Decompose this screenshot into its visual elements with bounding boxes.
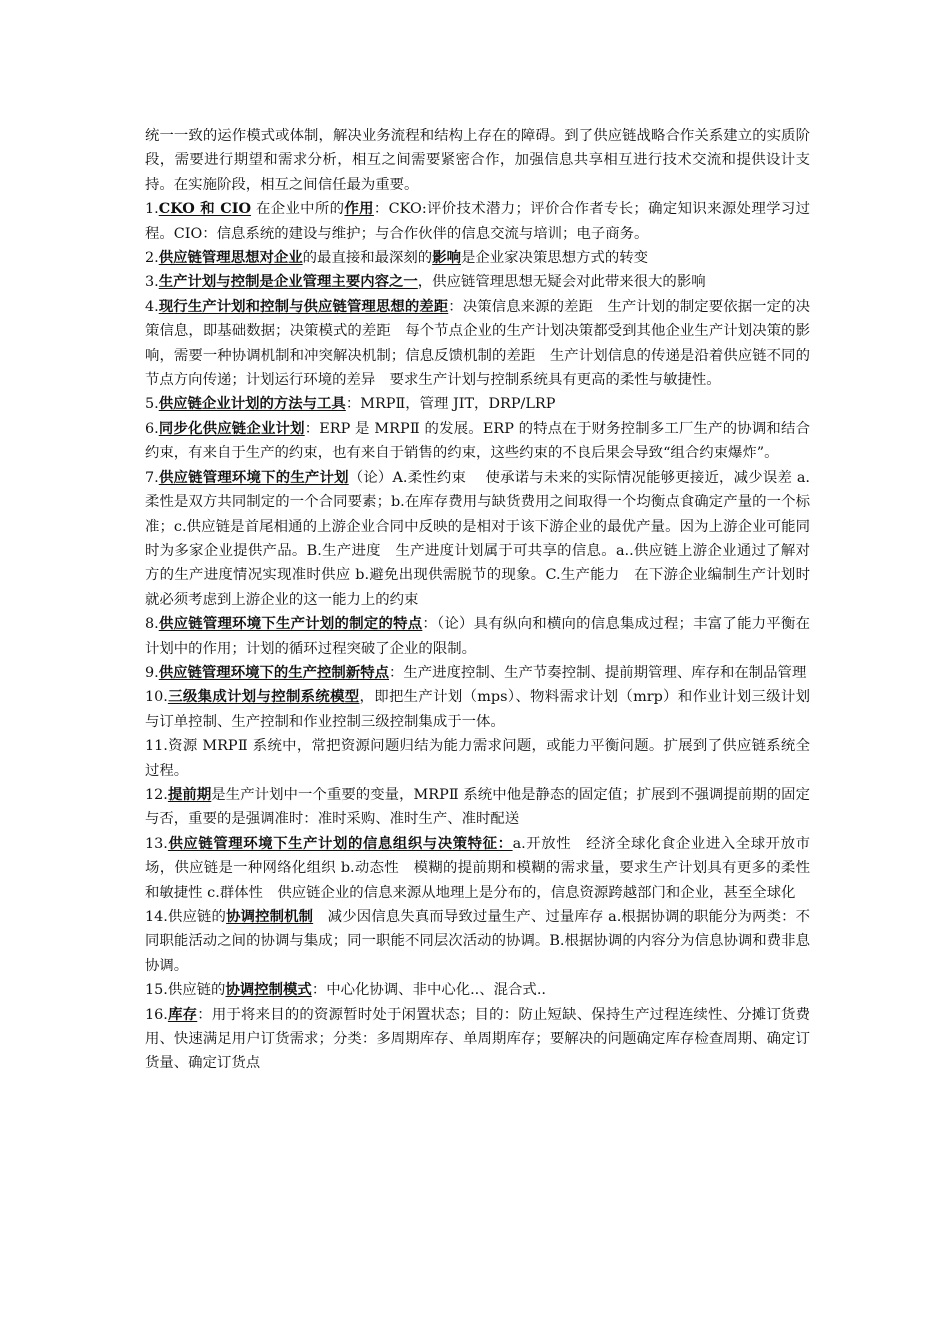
heading-keyword: 三级集成计划与控制系统模型 bbox=[167, 688, 360, 706]
paragraph-14 bbox=[145, 905, 810, 978]
paragraph-text: ：ERP 是 MRPⅡ 的发展。ERP 的特点在于财务控制多工厂生产的协调和结合约束，有来自于生产的约束，也有来自于销售的约束，这些约束的不良后果会导致“组合约束爆炸”。 bbox=[145, 420, 810, 462]
paragraph-text: 在企业中所的 bbox=[251, 201, 345, 218]
paragraph-7 bbox=[145, 466, 810, 612]
paragraph-3 bbox=[145, 270, 810, 294]
paragraph-text: ：MRPⅡ，管理 JIT，DRP/LRP bbox=[345, 396, 556, 413]
paragraph-text: 8. bbox=[145, 616, 159, 633]
paragraph-9 bbox=[145, 661, 810, 685]
paragraph-text: 3. bbox=[145, 274, 159, 291]
heading-keyword: 现行生产计划和控制与供应链管理思想的差距 bbox=[158, 297, 449, 315]
heading-keyword: 协调控制模式 bbox=[225, 981, 312, 999]
paragraph-text: 5. bbox=[145, 396, 159, 413]
heading-keyword: CKO 和 CIO bbox=[158, 200, 252, 218]
paragraph-text: ：（论）具有纵向和横向的信息集成过程；丰富了能力平衡在计划中的作用；计划的循环过程突破了企业的限制。 bbox=[145, 616, 810, 657]
paragraph-text: 10. bbox=[145, 689, 168, 706]
paragraph-2 bbox=[145, 246, 810, 270]
paragraph-text: 4. bbox=[145, 298, 159, 315]
paragraph-text: 16. bbox=[145, 1006, 168, 1023]
paragraph-text: a.开放性 经济全球化食企业进入全球开放市场，供应链是一种网络化组织 b.动态性 模糊的提前期和模糊的需求量，要求生产计划具有更多的柔性和敏捷性 c.群体性 供应链企业的信息来源从地理上是分布的，信息资源跨越部门和企业，甚至全球化 bbox=[145, 835, 810, 901]
heading-keyword: 供应链管理环境下生产计划的制定的特点 bbox=[158, 615, 423, 633]
paragraph-text: 统一一致的运作模式或体制，解决业务流程和结构上存在的障碍。到了供应链战略合作关系建立的实质阶段，需要进行期望和需求分析，相互之间需要紧密合作，加强信息共享相互进行技术交流和提供设计支持。在实施阶段，相互之间信任最为重要。 bbox=[145, 128, 810, 193]
heading-keyword: 供应链管理环境下的生产计划 bbox=[158, 468, 349, 486]
paragraph-11 bbox=[145, 734, 810, 783]
heading-keyword: 供应链管理环境下生产计划的信息组织与决策特征： bbox=[167, 834, 513, 852]
paragraph-10 bbox=[145, 685, 810, 734]
paragraph-text: 6. bbox=[145, 420, 159, 437]
paragraph-5 bbox=[145, 392, 810, 416]
paragraph-text: 是企业家决策思想方式的转变 bbox=[460, 250, 649, 267]
paragraph-text: 是生产计划中一个重要的变量，MRPⅡ 系统中他是静态的固定值；扩展到不强调提前期的固定与否，重要的是强调准时：准时采购、准时生产、准时配送 bbox=[145, 786, 810, 828]
paragraph-text: 11.资源 MRPⅡ 系统中，常把资源问题归结为能力需求问题，或能力平衡问题。扩展到了供应链系统全过程。 bbox=[145, 738, 810, 779]
paragraph-text: （论）A.柔性约束 使承诺与未来的实际情况能够更接近，减少误差 a.柔性是双方共同制定的一个合同要素；b.在库存费用与缺货费用之间取得一个均衡点食确定产量的一个标准；c.供应链是首尾相通的上游企业合同中反映的是相对于该下游企业的最优产量。因为上游企业可能同时为多家企业提供产品。B.生产进度 生产进度计划属于可共享的信息。a..供应链上游企业通过了解对方的生产进度情况实现准时供应 b.避免出现供需脱节的现象。C.生产能力 在下游企业编制生产计划时就必须考虑到上游企业的这一能力上的约束 bbox=[145, 469, 810, 608]
heading-keyword: 供应链管理环境下的生产控制新特点 bbox=[158, 663, 389, 681]
document-body bbox=[145, 124, 810, 1076]
paragraph-8 bbox=[145, 612, 810, 661]
paragraph-text: 13. bbox=[145, 835, 168, 852]
paragraph-text: 的最直接和最深刻的 bbox=[302, 250, 433, 267]
paragraph-text: ：CKO:评价技术潜力；评价合作者专长；确定知识来源处理学习过程。CIO：信息系统的建设与维护；与合作伙伴的信息交流与培训；电子商务。 bbox=[145, 201, 810, 242]
paragraph-text: 12. bbox=[145, 786, 168, 803]
heading-keyword: 生产计划与控制是企业管理主要内容之一 bbox=[158, 273, 418, 291]
paragraph-text: 9. bbox=[145, 664, 159, 681]
paragraph-text: 7. bbox=[145, 469, 159, 486]
paragraph-0 bbox=[145, 124, 810, 197]
paragraph-15 bbox=[145, 978, 810, 1002]
paragraph-text: ，即把生产计划（mps）、物料需求计划（mrp）和作业计划三级计划与订单控制、生产控制和作业控制三级控制集成于一体。 bbox=[145, 689, 810, 730]
paragraph-4 bbox=[145, 295, 810, 393]
paragraph-text: ：中心化协调、非中心化..、混合式.. bbox=[311, 982, 546, 999]
heading-keyword: 影响 bbox=[432, 249, 461, 267]
paragraph-text: 15.供应链的 bbox=[145, 982, 226, 999]
heading-keyword: 作用 bbox=[344, 200, 374, 218]
heading-keyword: 协调控制机制 bbox=[226, 908, 314, 925]
heading-keyword: 同步化供应链企业计划 bbox=[158, 419, 305, 437]
paragraph-text: ：生产进度控制、生产节奏控制、提前期管理、库存和在制品管理 bbox=[389, 664, 807, 681]
paragraph-text: ：决策信息来源的差距 生产计划的制定要依据一定的决策信息，即基础数据；决策模式的差距 每个节点企业的生产计划决策都受到其他企业生产计划决策的影响，需要一种协调机制和冲突解决机制；信息反馈机制的差距 生产计划信息的传递是沿着供应链不同的节点方向传递；计划运行环境的差异 要求生产计划与控制系统具有更高的柔性与敏捷性。 bbox=[145, 298, 810, 389]
paragraph-text: 2. bbox=[145, 250, 159, 267]
paragraph-text: ，供应链管理思想无疑会对此带来很大的影响 bbox=[417, 274, 706, 291]
heading-keyword: 提前期 bbox=[167, 785, 212, 803]
heading-keyword: 库存 bbox=[167, 1005, 198, 1023]
paragraph-text: 1. bbox=[145, 201, 159, 218]
paragraph-16 bbox=[145, 1003, 810, 1076]
paragraph-text: 减少因信息失真而导致过量生产、过量库存 a.根据协调的职能分为两类：不同职能活动之间的协调与集成；同一职能不同层次活动的协调。B.根据协调的内容分为信息协调和费非息协调。 bbox=[145, 909, 810, 974]
heading-keyword: 供应链企业计划的方法与工具 bbox=[158, 395, 346, 413]
paragraph-1 bbox=[145, 197, 810, 246]
heading-keyword: 供应链管理思想对企业 bbox=[158, 249, 303, 267]
paragraph-13 bbox=[145, 832, 810, 905]
paragraph-12 bbox=[145, 783, 810, 832]
paragraph-text: 14.供应链的 bbox=[145, 909, 227, 925]
paragraph-6 bbox=[145, 417, 810, 466]
paragraph-text: ：用于将来目的的资源暂时处于闲置状态；目的：防止短缺、保持生产过程连续性、分摊订货费用、快速满足用户订货需求；分类：多周期库存、单周期库存；要解决的问题确定库存检查周期、确定订货量、确定订货点 bbox=[145, 1006, 810, 1072]
